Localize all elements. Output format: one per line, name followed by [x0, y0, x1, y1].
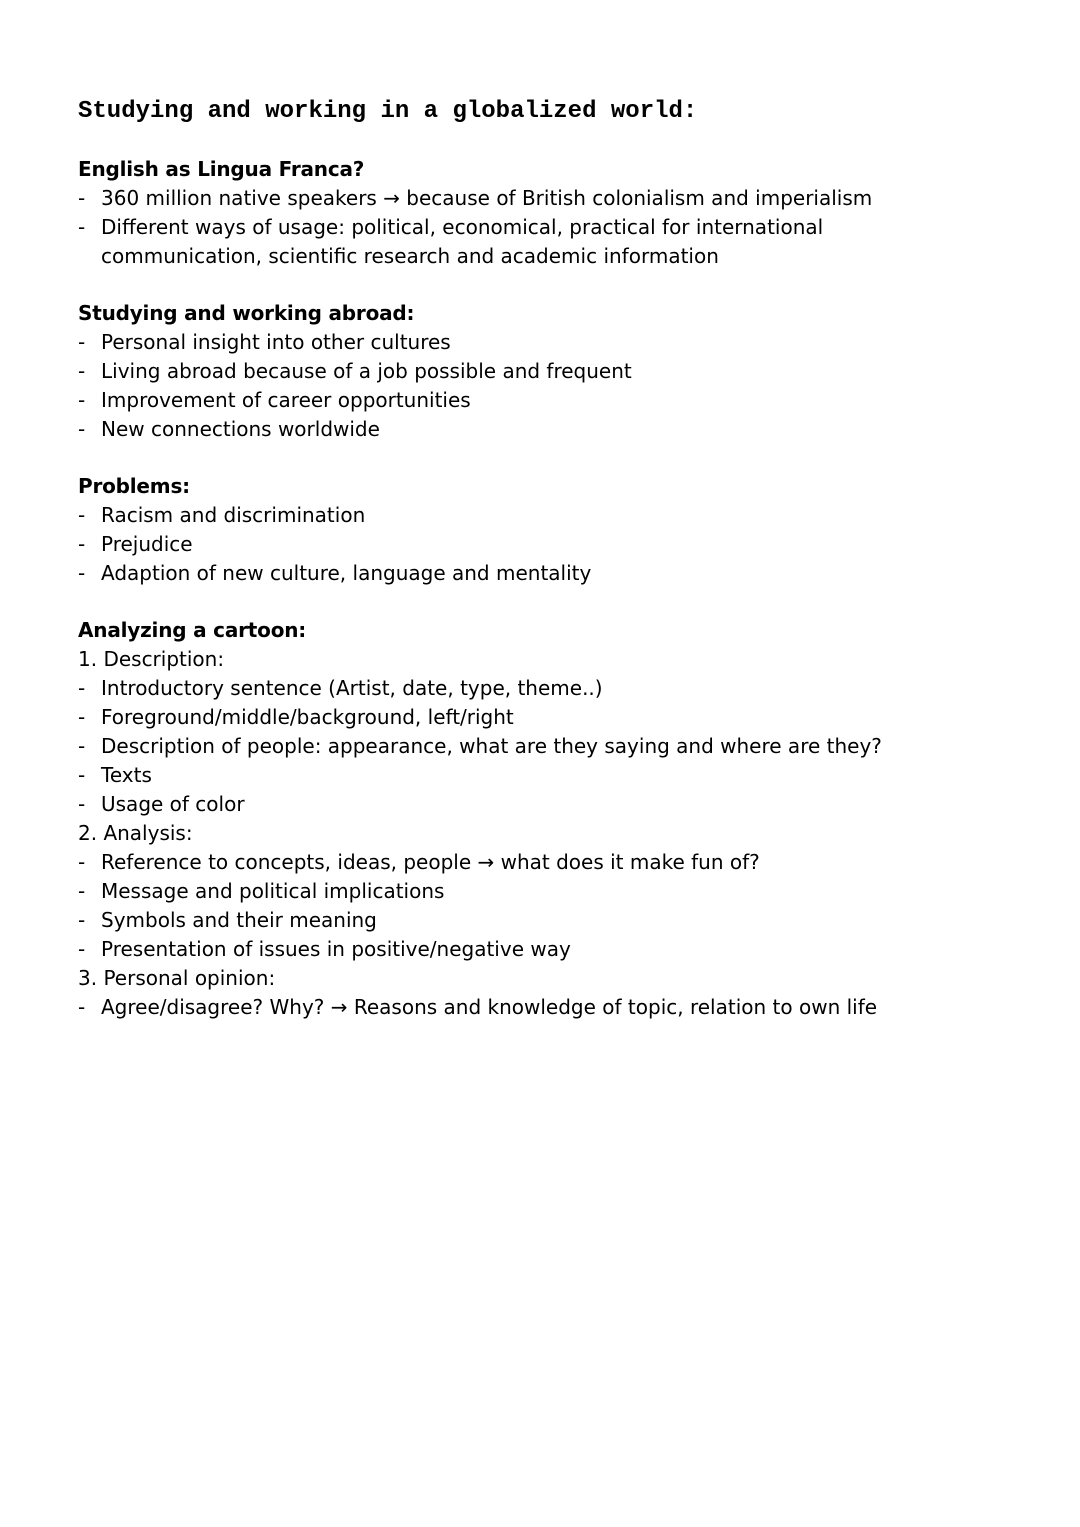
list-item [78, 848, 978, 877]
dash-bullet: - [78, 908, 86, 932]
list-item [78, 530, 978, 559]
dash-bullet: - [78, 215, 86, 239]
list-item [78, 328, 978, 357]
list-item [78, 386, 978, 415]
dash-bullet: - [78, 763, 86, 787]
list-item [78, 559, 978, 588]
list-item [78, 674, 978, 703]
section-heading: Analyzing a cartoon: [78, 618, 307, 642]
dash-bullet: - [78, 705, 86, 729]
section-analyzing-cartoon [78, 616, 978, 1022]
list-item [78, 501, 978, 530]
dash-bullet: - [78, 330, 86, 354]
bullet-list [78, 184, 978, 271]
list-item-text: Usage of color [101, 792, 245, 816]
list-item-text: Texts [101, 763, 152, 787]
list-item-text: Prejudice [101, 532, 193, 556]
list-item-text: Adaption of new culture, language and mentality [101, 561, 592, 585]
section-heading: Problems: [78, 474, 190, 498]
bullet-list [78, 848, 978, 964]
list-item [78, 415, 978, 444]
list-item [78, 935, 978, 964]
page-title: Studying and working in a globalized world: [78, 98, 698, 125]
dash-bullet: - [78, 792, 86, 816]
list-item-text: Different ways of usage: political, economical, practical for international communication, scientific research and academic information [101, 215, 824, 268]
dash-bullet: - [78, 561, 86, 585]
list-item [78, 877, 978, 906]
dash-bullet: - [78, 850, 86, 874]
list-item [78, 357, 978, 386]
section-lingua-franca [78, 155, 978, 271]
list-item-text: Message and political implications [101, 879, 445, 903]
section-heading: English as Lingua Franca? [78, 157, 365, 181]
list-item-text: Presentation of issues in positive/negative way [101, 937, 571, 961]
list-item-text: Reference to concepts, ideas, people → what does it make fun of? [101, 850, 760, 874]
dash-bullet: - [78, 995, 86, 1019]
bullet-list [78, 993, 978, 1022]
list-item-text: Racism and discrimination [101, 503, 366, 527]
dash-bullet: - [78, 532, 86, 556]
list-item-text: 360 million native speakers → because of British colonialism and imperialism [101, 186, 873, 210]
list-item [78, 213, 978, 271]
list-item-text: Living abroad because of a job possible and frequent [101, 359, 632, 383]
dash-bullet: - [78, 388, 86, 412]
dash-bullet: - [78, 503, 86, 527]
list-item-text: Symbols and their meaning [101, 908, 377, 932]
list-item [78, 790, 978, 819]
step-label-description: 1. Description: [78, 647, 225, 671]
list-item [78, 906, 978, 935]
dash-bullet: - [78, 937, 86, 961]
step-label-personal-opinion: 3. Personal opinion: [78, 966, 276, 990]
dash-bullet: - [78, 879, 86, 903]
step-label-analysis: 2. Analysis: [78, 821, 193, 845]
bullet-list [78, 328, 978, 444]
list-item [78, 703, 978, 732]
list-item [78, 732, 978, 761]
dash-bullet: - [78, 417, 86, 441]
section-studying-abroad [78, 299, 978, 444]
list-item-text: New connections worldwide [101, 417, 380, 441]
bullet-list [78, 501, 978, 588]
section-heading: Studying and working abroad: [78, 301, 415, 325]
list-item-text: Personal insight into other cultures [101, 330, 451, 354]
list-item-text: Improvement of career opportunities [101, 388, 471, 412]
list-item-text: Introductory sentence (Artist, date, type, theme..) [101, 676, 603, 700]
list-item-text: Agree/disagree? Why? → Reasons and knowledge of topic, relation to own life [101, 995, 878, 1019]
section-problems [78, 472, 978, 588]
list-item [78, 761, 978, 790]
list-item-text: Foreground/middle/background, left/right [101, 705, 514, 729]
dash-bullet: - [78, 734, 86, 758]
dash-bullet: - [78, 359, 86, 383]
list-item [78, 184, 978, 213]
list-item-text: Description of people: appearance, what are they saying and where are they? [101, 734, 882, 758]
dash-bullet: - [78, 186, 86, 210]
dash-bullet: - [78, 676, 86, 700]
list-item [78, 993, 978, 1022]
bullet-list [78, 674, 978, 819]
